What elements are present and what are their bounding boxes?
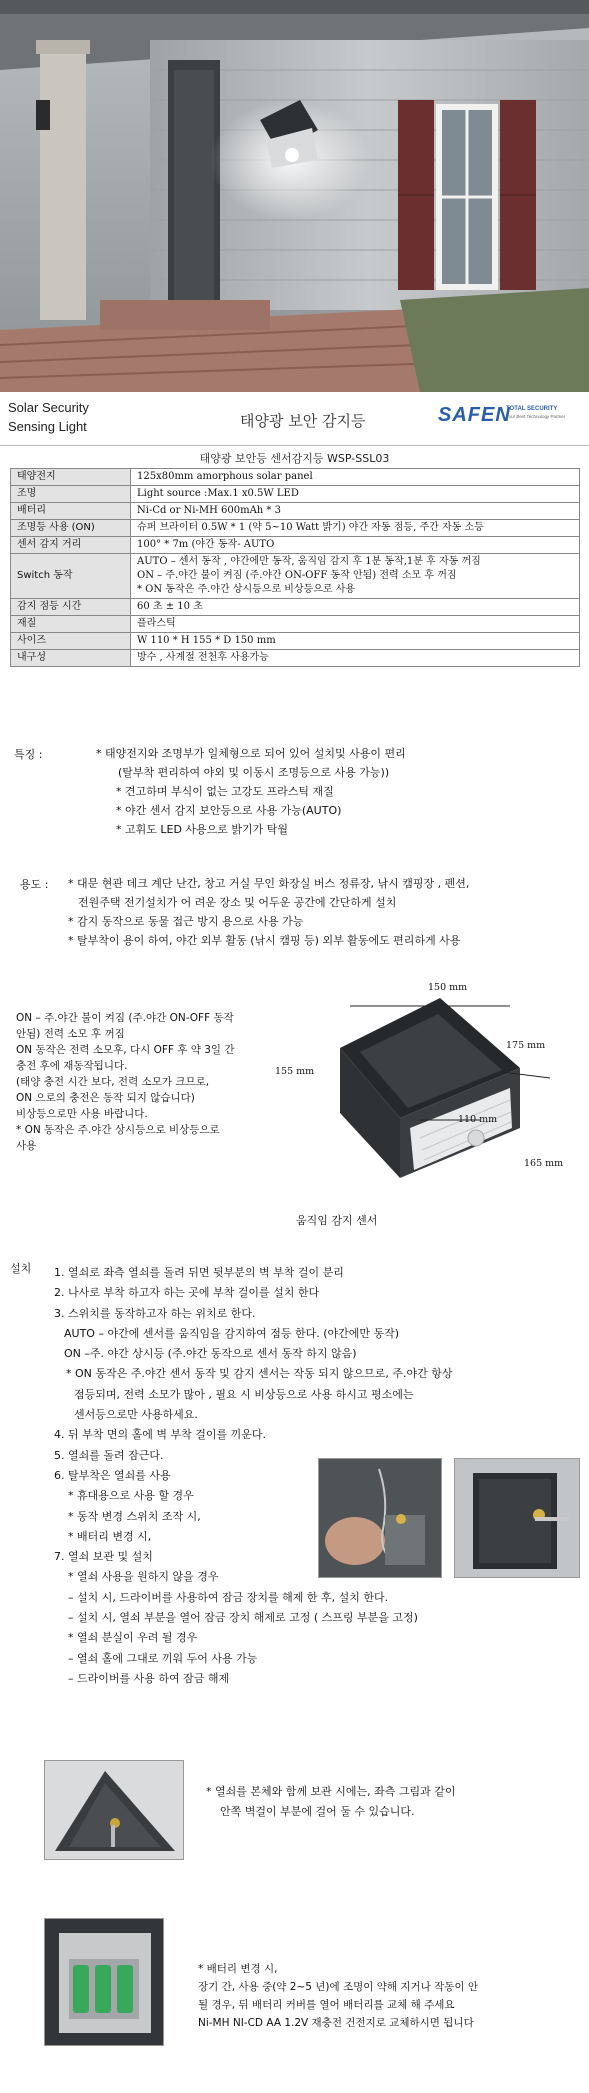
spec-value: W 110 * H 155 * D 150 mm [131, 633, 580, 650]
english-title-line1: Solar Security [8, 400, 89, 415]
switch-line: ON – 주.야간 불이 켜짐 (주.야간 ON-OFF 동작 안됨) 전력 소모 후 꺼짐 [137, 570, 457, 581]
usage-line: 전원주택 전기설치가 어 려운 장소 및 어두운 공간에 간단하게 설치 [78, 896, 397, 909]
on-note-line: 사용 [16, 1140, 37, 1152]
usage-list [68, 874, 469, 950]
spec-key: 센서 감지 거리 [11, 537, 131, 554]
install-line: * 배터리 변경 시, [68, 1529, 152, 1543]
battery-note-line: 장기 간, 사용 중(약 2~5 년)에 조명이 약해 지거나 작동이 안 [198, 1981, 479, 1993]
battery-note-line: Ni-MH NI-CD AA 1.2V 재충전 건전지로 교체하시면 됩니다 [198, 2017, 474, 2029]
table-row [11, 599, 580, 616]
table-row [11, 520, 580, 537]
install-line: * 동작 변경 스위치 조작 시, [68, 1509, 201, 1523]
feature-line: * 견고하며 부식이 없는 고강도 프라스틱 재질 [116, 785, 334, 798]
spec-key: Switch 동작 [11, 554, 131, 599]
usage-label: 용도 : [20, 878, 49, 891]
feature-line: * 야간 센서 감지 보안등으로 사용 가능(AUTO) [116, 804, 342, 817]
spec-key: 조명등 사용 (ON) [11, 520, 131, 537]
on-note-line: ON 동작은 전력 소모후, 다시 OFF 후 약 3일 간 [16, 1044, 235, 1056]
key-storage-note [206, 1782, 456, 1822]
install-line: – 열쇠 홀에 그대로 끼워 두어 사용 가능 [68, 1651, 258, 1665]
hero-photo [0, 0, 589, 392]
install-line: AUTO – 야간에 센서를 움직임을 감지하여 점등 한다. (야간에만 동작) [64, 1326, 400, 1340]
install-line: ON –주. 야간 상시등 (주.야간 동작으로 센서 동작 하지 않음) [64, 1347, 357, 1361]
dimension-bottom: 165 mm [524, 1158, 564, 1169]
install-line: 센서등으로만 사용하세요. [74, 1408, 198, 1422]
features-label: 특징 : [14, 748, 43, 761]
lock-closeup-photo [454, 1458, 580, 1578]
table-row [11, 486, 580, 503]
spec-key: 사이즈 [11, 633, 131, 650]
table-row [11, 633, 580, 650]
table-row [11, 616, 580, 633]
dimension-mid: 110 mm [458, 1114, 498, 1125]
usage-line: * 감지 동작으로 동물 접근 방지 용으로 사용 가능 [68, 915, 304, 928]
switch-line: AUTO – 센서 동작 , 야간에만 동작, 움직임 감지 후 1분 동작,1분 후 자동 꺼짐 [137, 556, 481, 567]
install-line: * 휴대용으로 사용 할 경우 [68, 1489, 194, 1503]
table-row [11, 650, 580, 667]
spec-key: 감지 점등 시간 [11, 599, 131, 616]
key-note-line: 안쪽 벽걸이 부분에 걸어 둘 수 있습니다. [220, 1805, 415, 1818]
on-note-line: ON 으로의 충전은 동작 되지 않습니다) [16, 1092, 195, 1104]
dimension-top: 150 mm [428, 982, 468, 993]
spec-value: Ni-Cd or Ni-MH 600mAh * 3 [131, 503, 580, 520]
on-note-line: * ON 동작은 주.야간 상시등으로 비상등으로 [16, 1124, 220, 1136]
install-line: 5. 열쇠를 돌려 잠근다. [54, 1448, 164, 1462]
spec-key: 배터리 [11, 503, 131, 520]
spec-key: 내구성 [11, 650, 131, 667]
on-note-line: 안됨) 전력 소모 후 꺼짐 [16, 1028, 125, 1040]
key-hand-photo [318, 1458, 442, 1578]
battery-note [198, 1960, 478, 2032]
on-note-line: 비상등으로만 사용 바랍니다. [16, 1108, 148, 1120]
install-label: 설치 [10, 1262, 32, 1275]
install-line: * ON 동작은 주.야간 센서 동작 및 감지 센서는 작동 되지 않으므로, 주.야간 항상 [66, 1367, 453, 1381]
key-note-line: * 열쇠를 본체와 함께 보관 시에는, 좌측 그림과 같이 [206, 1785, 456, 1798]
install-line: 7. 열쇠 보관 및 설치 [54, 1550, 153, 1564]
dimension-right: 175 mm [506, 1040, 546, 1051]
sensor-caption: 움직임 감지 센서 [296, 1214, 378, 1227]
feature-line: * 고휘도 LED 사용으로 밝기가 탁월 [116, 823, 289, 836]
usage-line: * 탈부착이 용이 하여, 야간 외부 활동 (낚시 캠핑 등) 외부 활동에도 편리하게 사용 [68, 934, 461, 947]
dimension-left: 155 mm [275, 1066, 315, 1077]
feature-line: * 태양전지와 조명부가 일체형으로 되어 있어 설치및 사용이 편리 [96, 747, 406, 760]
install-line: 2. 나사로 부착 하고자 하는 곳에 부착 걸이를 설치 한다 [54, 1286, 320, 1300]
spec-key: 재질 [11, 616, 131, 633]
install-line: 4. 뒤 부착 면의 홀에 벽 부착 걸이를 끼운다. [54, 1428, 266, 1442]
on-note-line: ON – 주.야간 불이 켜짐 (주.야간 ON-OFF 동작 [16, 1012, 234, 1024]
spec-value: 슈퍼 브라이터 0.5W * 1 (약 5~10 Watt 밝기) 야간 자동 점등, 주간 자동 소등 [131, 520, 580, 537]
install-line: * 열쇠 사용을 원하지 않을 경우 [68, 1570, 219, 1584]
table-row [11, 503, 580, 520]
install-line: – 설치 시, 드라이버를 사용하여 잠금 장치를 해제 한 후, 설치 한다. [68, 1590, 389, 1604]
usage-line: * 대문 현관 데크 계단 난간, 창고 거실 무인 화장실 버스 정류장, 낚시 캠핑장 , 펜션, [68, 877, 470, 890]
spec-value: 플라스틱 [131, 616, 580, 633]
spec-value: 125x80mm amorphous solar panel [131, 469, 580, 486]
on-mode-note [16, 1010, 235, 1154]
install-line: – 설치 시, 열쇠 부분을 열어 잠금 장치 해제로 고정 ( 스프링 부분을 고정) [68, 1611, 418, 1625]
brand-subtitle: TOTAL SECURITY [506, 406, 558, 412]
spec-value [131, 554, 580, 599]
spec-value: Light source :Max.1 x0.5W LED [131, 486, 580, 503]
install-line: 1. 열쇠로 좌측 열쇠를 돌려 뒤면 뒷부분의 벽 부착 걸이 분리 [54, 1266, 344, 1279]
install-line: 6. 탈부착은 열쇠를 사용 [54, 1468, 171, 1482]
battery-photo [44, 1918, 164, 2046]
spec-key: 조명 [11, 486, 131, 503]
on-note-line: 충전 후에 재동작됩니다. [16, 1060, 128, 1072]
spec-value: 100° * 7m (야간 동작- AUTO [131, 537, 580, 554]
spec-table [10, 468, 580, 667]
switch-line: * ON 동작은 주.야간 상시등으로 비상등으로 사용 [137, 584, 356, 595]
spec-title: 태양광 보안등 센서감지등 WSP-SSL03 [199, 452, 390, 465]
battery-note-line: * 배터리 변경 시, [198, 1963, 278, 1975]
spec-value: 60 초 ± 10 초 [131, 599, 580, 616]
english-title [8, 398, 89, 436]
spec-value: 방수 , 사계절 전천후 사용가능 [131, 650, 580, 667]
brand-logo: SAFEN [438, 404, 511, 426]
key-storage-photo [44, 1760, 184, 1860]
table-row [11, 469, 580, 486]
features-list [96, 744, 406, 839]
install-line: 점등되며, 전력 소모가 많아 , 필요 시 비상등으로 사용 하시고 평소에는 [74, 1387, 414, 1401]
on-note-line: (태양 충전 시간 보다, 전력 소모가 크므로, [16, 1076, 210, 1088]
install-line: – 드라이버를 사용 하여 잠금 해제 [68, 1671, 230, 1685]
table-row [11, 554, 580, 599]
feature-line: (탈부착 편리하여 야외 및 이동시 조명등으로 사용 가능)) [118, 766, 390, 779]
brand-tagline: Your Best Technology Partner [506, 414, 566, 419]
motion-sensor-icon [468, 1130, 484, 1146]
table-row [11, 537, 580, 554]
install-line: 3. 스위치를 동작하고자 하는 위치로 한다. [54, 1306, 256, 1320]
battery-note-line: 될 경우, 뒤 배터리 커버를 열어 배터리를 교체 해 주세요 [198, 1999, 455, 2011]
install-line: * 열쇠 분실이 우려 될 경우 [68, 1631, 198, 1645]
english-title-line2: Sensing Light [8, 419, 87, 434]
korean-title: 태양광 보안 감지등 [240, 412, 366, 430]
spec-key: 태양전지 [11, 469, 131, 486]
